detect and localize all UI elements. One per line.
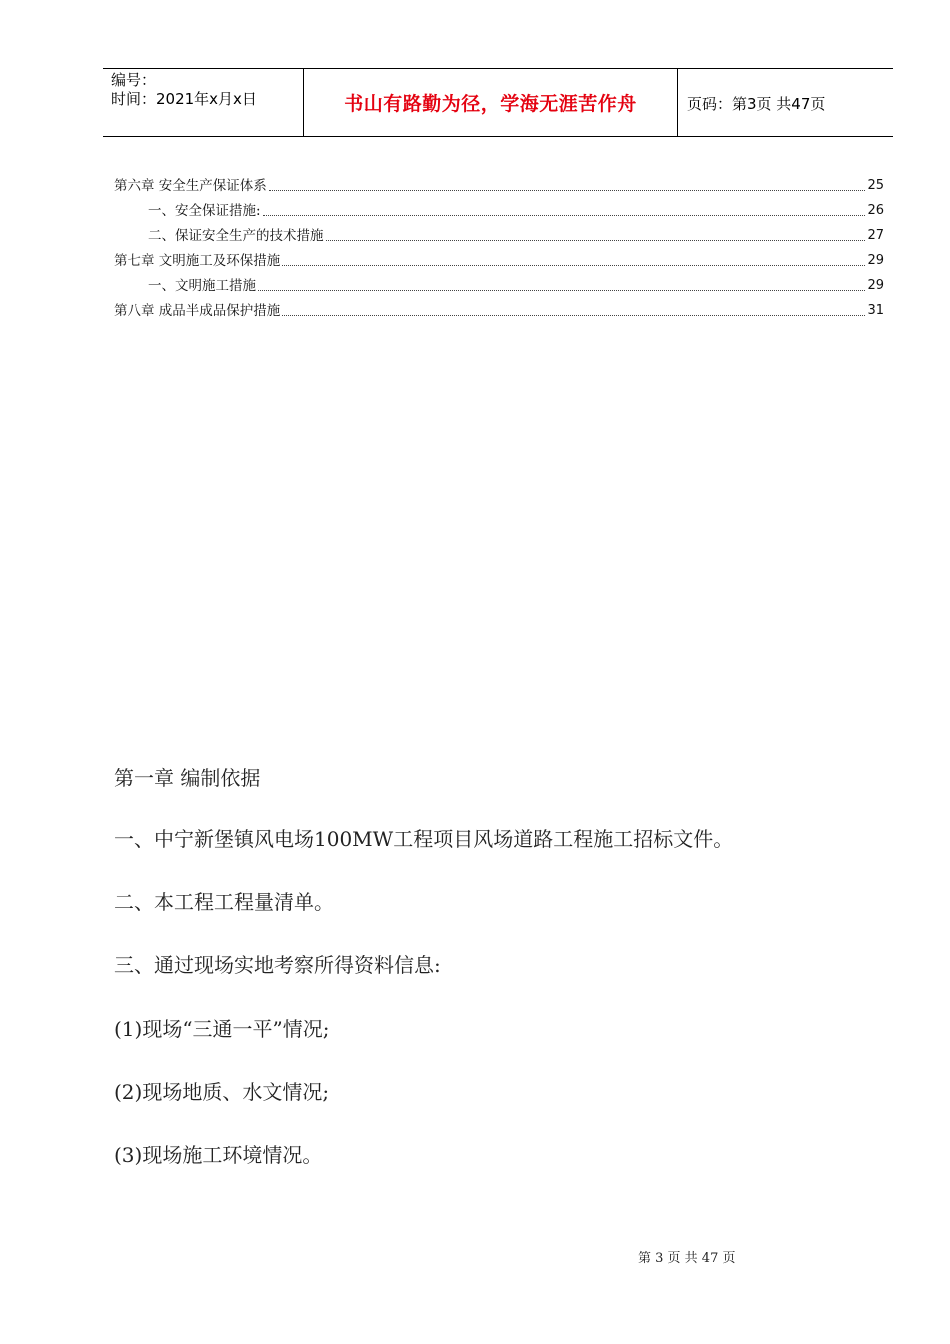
toc-entry-page: 29 (867, 253, 884, 268)
toc-entry-title: 一、安全保证措施: (148, 203, 261, 219)
toc-entry[interactable] (114, 220, 884, 245)
toc-entry-title: 第七章 文明施工及环保措施 (114, 253, 281, 269)
basis-sub-item-3: (3)现场施工环境情况。 (114, 1143, 323, 1167)
toc-leader-dots (263, 214, 866, 216)
toc-entry-page: 31 (867, 303, 884, 318)
toc-entry-page: 29 (867, 278, 884, 293)
table-of-contents (114, 170, 884, 320)
time-label: 时间：2021年x月x日 (111, 90, 257, 108)
toc-leader-dots (282, 314, 865, 316)
toc-entry-title: 二、保证安全生产的技术措施 (148, 228, 324, 244)
toc-entry[interactable] (114, 195, 884, 220)
page-header (103, 68, 893, 137)
toc-leader-dots (326, 239, 866, 241)
basis-item-3: 三、通过现场实地考察所得资料信息: (114, 953, 441, 977)
toc-entry[interactable] (114, 270, 884, 295)
toc-entry-title: 一、文明施工措施 (148, 278, 256, 294)
toc-leader-dots (269, 189, 866, 191)
basis-item-1: 一、中宁新堡镇风电场100MW工程项目风场道路工程施工招标文件。 (114, 827, 734, 851)
number-label: 编号： (111, 71, 157, 89)
toc-entry[interactable] (114, 170, 884, 195)
page-footer: 第 3 页 共 47 页 (638, 1251, 736, 1266)
toc-entry-title: 第八章 成品半成品保护措施 (114, 303, 281, 319)
toc-entry-page: 26 (867, 203, 884, 218)
toc-entry-title: 第六章 安全生产保证体系 (114, 178, 267, 194)
basis-sub-item-1: (1)现场“三通一平”情况; (114, 1017, 330, 1041)
basis-sub-item-2: (2)现场地质、水文情况; (114, 1080, 330, 1104)
header-motto: 书山有路勤为径，学海无涯苦作舟 (344, 93, 637, 115)
toc-entry[interactable] (114, 245, 884, 270)
header-divider (677, 69, 678, 136)
header-page-info: 页码：第3页 共47页 (687, 95, 826, 113)
basis-item-2: 二、本工程工程量清单。 (114, 890, 334, 914)
toc-entry[interactable] (114, 295, 884, 320)
toc-leader-dots (258, 289, 865, 291)
toc-leader-dots (282, 264, 865, 266)
toc-entry-page: 25 (867, 178, 884, 193)
chapter-title: 第一章 编制依据 (114, 766, 261, 790)
toc-entry-page: 27 (867, 228, 884, 243)
header-meta (103, 69, 303, 136)
